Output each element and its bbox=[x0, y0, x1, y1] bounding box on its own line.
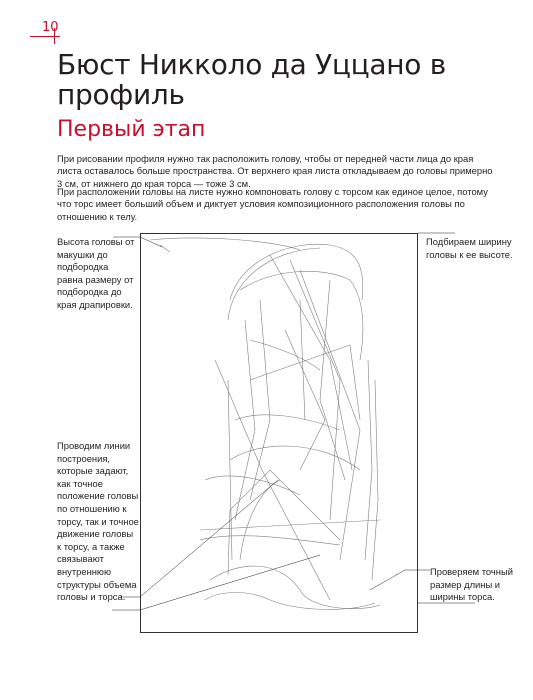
body-paragraph-2: При расположении головы на листе нужно компоновать голову с торсом как единое целое, потому что торс имеет больший объем и диктует условия композиционного расположения головы по отношению к телу. bbox=[57, 186, 488, 222]
callout-head-height: Высота головы от макушки до подбородка равна размеру от подбородка до края драпировки. bbox=[57, 236, 135, 310]
callout-construction-lines: Проводим линии построения, которые задают, как точное положение головы по отношению к торсу, так и точное движение головы к торсу, а также связывают внутреннюю структуры объема головы и торса. bbox=[57, 440, 139, 603]
callout-head-width: Подбираем ширину головы к ее высоте. bbox=[426, 236, 513, 260]
page-number: 10 bbox=[42, 20, 59, 35]
page-title: Бюст Никколо да Уццано в профиль bbox=[57, 48, 446, 111]
section-subtitle: Первый этап bbox=[57, 117, 206, 142]
callout-leader-lines bbox=[112, 233, 475, 610]
callout-torso-check: Проверяем точный размер длины и ширины торса. bbox=[430, 566, 513, 603]
body-paragraph-1: При рисовании профиля нужно так расположить голову, чтобы от передней части лица до края листа оставалось больше пространства. От верхнего края листа откладываем до головы примерно 3 см, от нижнего до края торса — тоже 3 см. bbox=[57, 153, 493, 189]
sketch-strokes bbox=[150, 238, 380, 609]
